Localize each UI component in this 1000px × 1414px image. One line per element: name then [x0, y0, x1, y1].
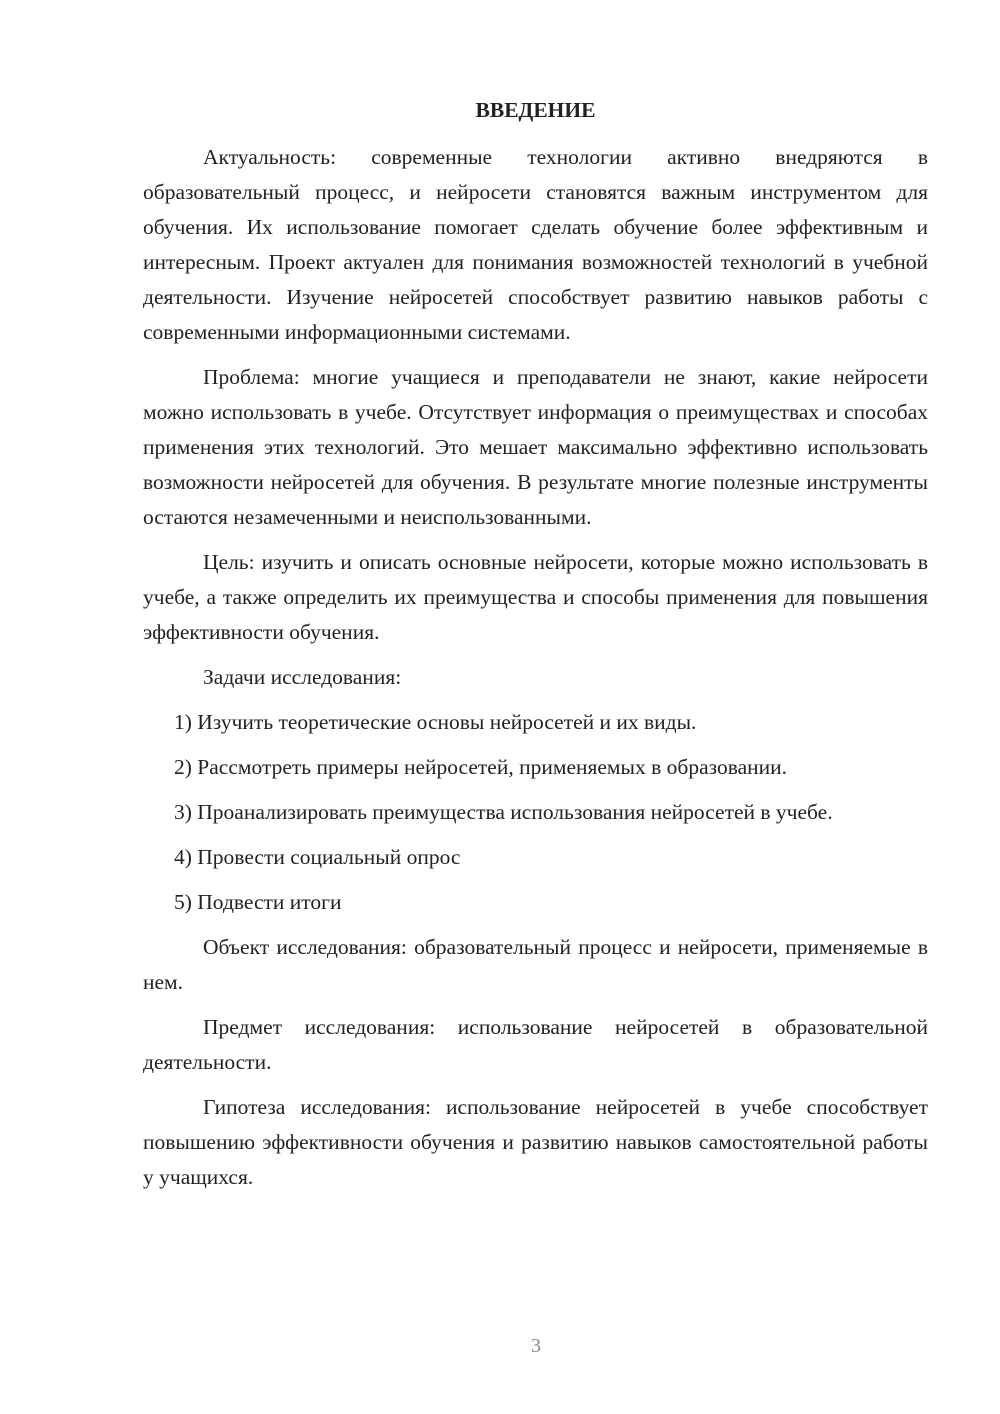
object-paragraph: Объект исследования: образовательный процесс и нейросети, применяемые в нем. — [143, 935, 928, 994]
problem-paragraph: Проблема: многие учащиеся и преподаватели не знают, какие нейросети можно использовать в учебе. Отсутствует информация о преимуществах и способах применения этих технологий. Это мешает максимально эффективно использовать возможности нейросетей для обучения. В результате многие полезные инструменты остаются незамеченными и неиспользованными. — [143, 365, 928, 529]
goal-paragraph: Цель: изучить и описать основные нейросети, которые можно использовать в учебе, а также определить их преимущества и способы применения для повышения эффективности обучения. — [143, 550, 928, 644]
relevance-paragraph: Актуальность: современные технологии активно внедряются в образовательный процесс, и нейросети становятся важным инструментом для обучения. Их использование помогает сделать обучение более эффективным и интересным. Проект актуален для понимания возможностей технологий в учебной деятельности. Изучение нейросетей способствует развитию навыков работы с современными информационными системами. — [143, 145, 928, 344]
task-item: 3) Проанализировать преимущества использования нейросетей в учебе. — [174, 800, 833, 824]
task-item: 5) Подвести итоги — [174, 890, 342, 914]
tasks-list — [143, 705, 928, 920]
page-title: ВВЕДЕНИЕ — [475, 98, 596, 122]
task-item: 1) Изучить теоретические основы нейросетей и их виды. — [174, 710, 697, 734]
task-item: 2) Рассмотреть примеры нейросетей, применяемых в образовании. — [174, 755, 788, 779]
page-number: 3 — [531, 1335, 541, 1357]
task-item: 4) Провести социальный опрос — [174, 845, 461, 869]
tasks-heading: Задачи исследования: — [203, 665, 402, 689]
hypothesis-paragraph: Гипотеза исследования: использование нейросетей в учебе способствует повышению эффективности обучения и развитию навыков самостоятельной работы у учащихся. — [143, 1095, 928, 1189]
document-page — [143, 90, 928, 1205]
subject-paragraph: Предмет исследования: использование нейросетей в образовательной деятельности. — [143, 1015, 928, 1074]
